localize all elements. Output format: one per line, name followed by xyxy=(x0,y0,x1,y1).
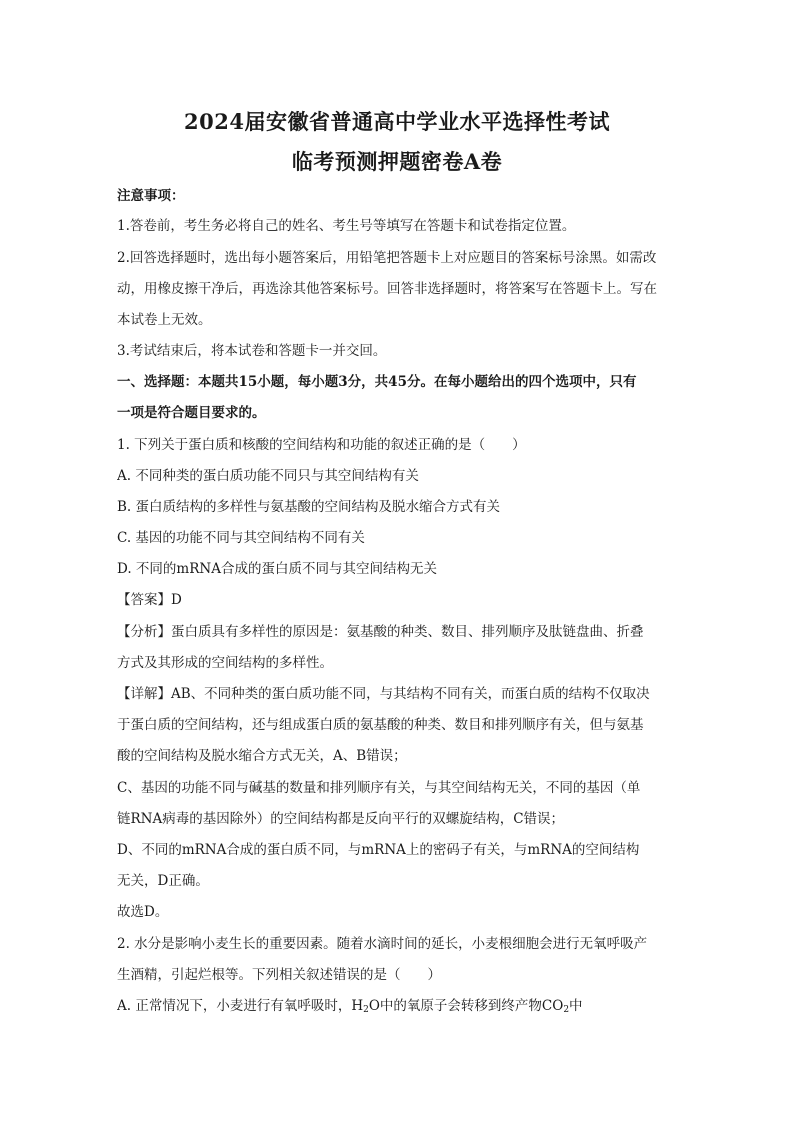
question-1-option-b: B. 蛋白质结构的多样性与氨基酸的空间结构及脱水缩合方式有关 xyxy=(117,499,501,515)
question-2-option-a xyxy=(117,996,687,1016)
subscript-2: 2 xyxy=(563,1005,570,1015)
question-1-detail-line-3: 酸的空间结构及脱水缩合方式无关，A、B错误； xyxy=(117,748,407,764)
question-1-detail-line-6: D、不同的mRNA合成的蛋白质不同，与mRNA上的密码子有关，与mRNA的空间结构 xyxy=(117,842,640,858)
question-1-conclusion: 故选D。 xyxy=(117,904,169,920)
question-1-detail-line-5: 链RNA病毒的基因除外）的空间结构都是反向平行的双螺旋结构，C错误； xyxy=(117,811,565,827)
question-1-detail-line-7: 无关，D正确。 xyxy=(117,873,209,889)
question-1-analysis-line-1: 【分析】蛋白质具有多样性的原因是：氨基酸的种类、数目、排列顺序及肽链盘曲、折叠 xyxy=(117,624,644,640)
section-heading-line-2: 一项是符合题目要求的。 xyxy=(117,405,266,421)
question-1-analysis-line-2: 方式及其形成的空间结构的多样性。 xyxy=(117,655,333,671)
notice-item-3: 3.考试结束后，将本试卷和答题卡一并交回。 xyxy=(117,343,387,359)
option-a-text-3: 中 xyxy=(569,998,583,1014)
notice-heading: 注意事项： xyxy=(117,188,185,204)
exam-subtitle: 临考预测押题密卷A卷 xyxy=(291,149,503,174)
option-a-text-1: A. 正常情况下，小麦进行有氧呼吸时，H xyxy=(117,998,364,1014)
subscript-2: 2 xyxy=(363,1005,369,1015)
question-2-stem-line-2: 生酒精，引起烂根等。下列相关叙述错误的是（ ） xyxy=(117,967,441,983)
notice-item-1: 1.答卷前，考生务必将自己的姓名、考生号等填写在答题卡和试卷指定位置。 xyxy=(117,218,576,234)
notice-item-2-line-1: 2.回答选择题时，选出每小题答案后，用铅笔把答题卡上对应题目的答案标号涂黑。如需改 xyxy=(117,250,657,266)
question-1-option-a: A. 不同种类的蛋白质功能不同只与其空间结构有关 xyxy=(117,468,419,484)
notice-item-2-line-3: 本试卷上无效。 xyxy=(117,312,212,328)
question-1-answer: 【答案】D xyxy=(117,592,182,608)
question-1-detail-line-1: 【详解】AB、不同种类的蛋白质功能不同，与其结构不同有关，而蛋白质的结构不仅取决 xyxy=(117,686,650,702)
question-1-detail-line-2: 于蛋白质的空间结构，还与组成蛋白质的氨基酸的种类、数目和排列顺序有关，但与氨基 xyxy=(117,717,644,733)
notice-item-2-line-2: 动，用橡皮擦干净后，再选涂其他答案标号。回答非选择题时，将答案写在答题卡上。写在 xyxy=(117,281,657,297)
question-1-option-d: D. 不同的mRNA合成的蛋白质不同与其空间结构无关 xyxy=(117,561,437,577)
section-heading-line-1: 一、选择题：本题共15小题，每小题3分，共45分。在每小题给出的四个选项中，只有 xyxy=(117,374,637,390)
question-2-stem-line-1: 2. 水分是影响小麦生长的重要因素。随着水滴时间的延长，小麦根细胞会进行无氧呼吸产 xyxy=(117,936,648,952)
option-a-text-2: O中的氧原子会转移到终产物CO xyxy=(368,998,564,1014)
question-1-stem: 1. 下列关于蛋白质和核酸的空间结构和功能的叙述正确的是（ ） xyxy=(117,437,526,453)
question-1-option-c: C. 基因的功能不同与其空间结构不同有关 xyxy=(117,530,365,546)
question-1-detail-line-4: C、基因的功能不同与碱基的数量和排列顺序有关，与其空间结构无关，不同的基因（单 xyxy=(117,780,641,796)
exam-title: 2024届安徽省普通高中学业水平选择性考试 xyxy=(184,109,610,134)
